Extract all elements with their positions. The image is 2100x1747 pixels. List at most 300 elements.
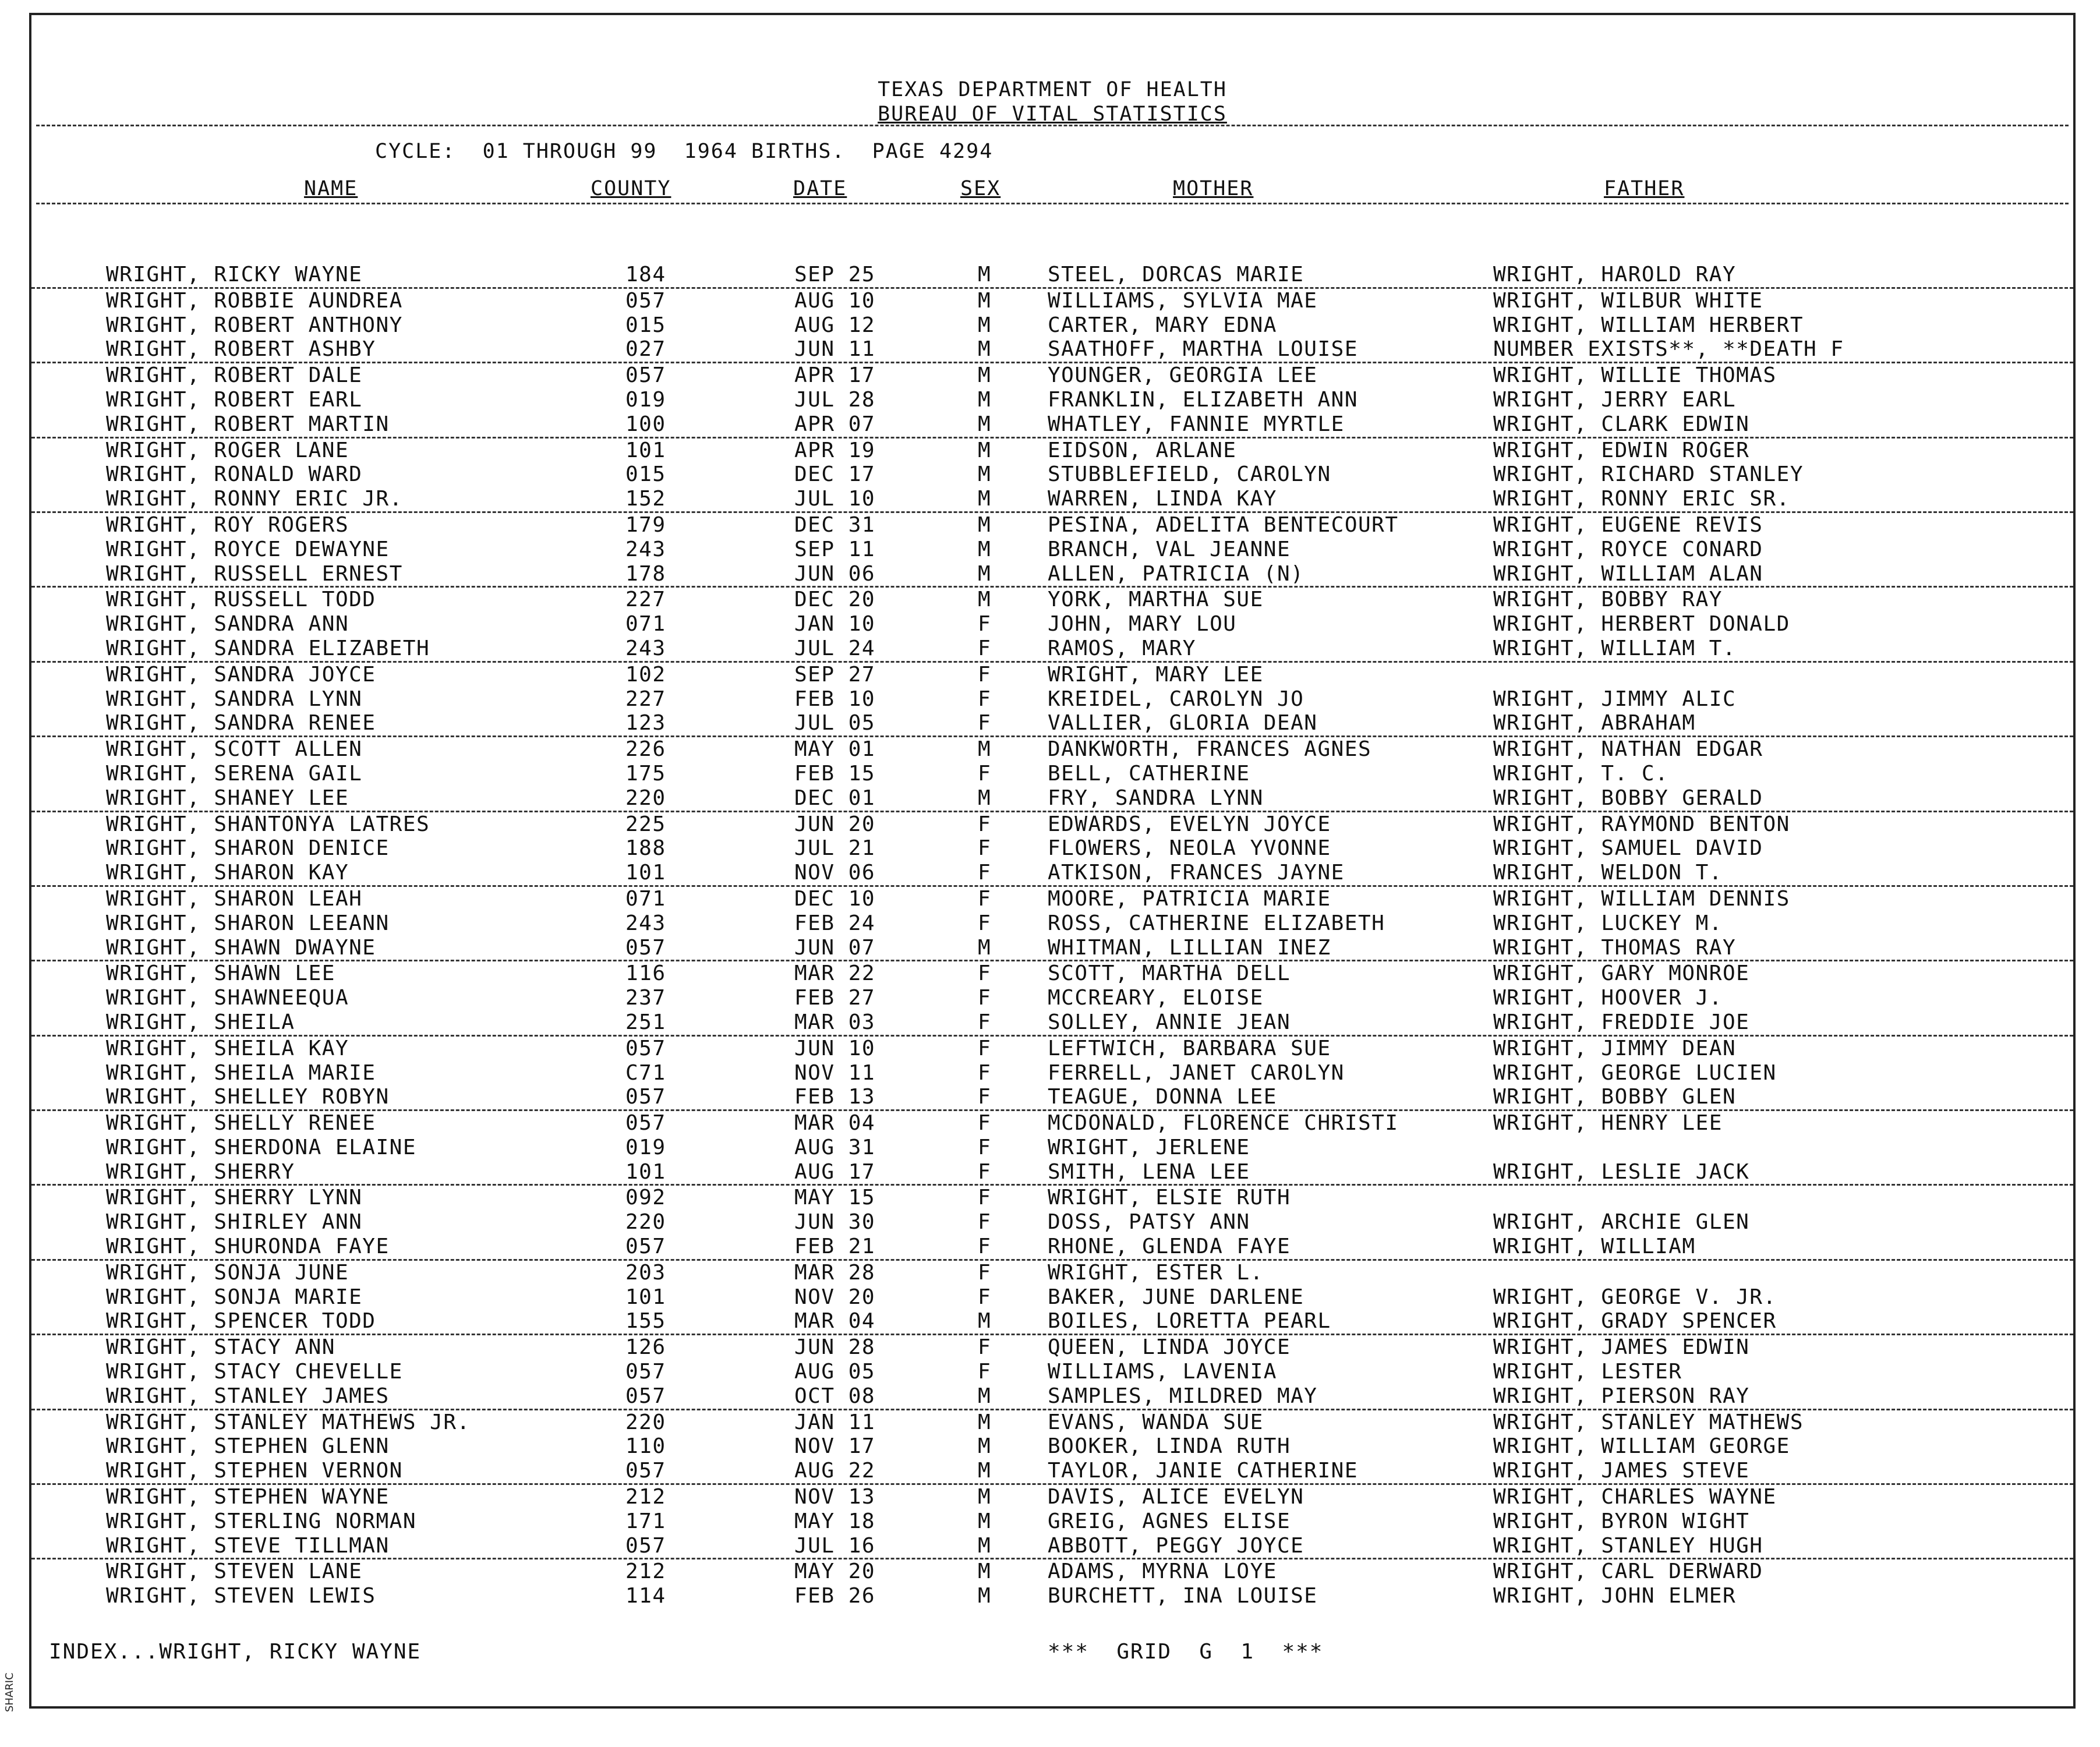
column-header-county: COUNTY [591, 177, 671, 200]
record-county: 152 [625, 487, 666, 511]
record-mother: TAYLOR, JANIE CATHERINE [1048, 1459, 1358, 1483]
record-sex: M [978, 288, 992, 313]
side-label: SHARIC [3, 1672, 16, 1712]
record-county: 057 [625, 1036, 666, 1060]
record-mother: ABBOTT, PEGGY JOYCE [1048, 1533, 1304, 1558]
table-row [31, 961, 2073, 986]
record-name: WRIGHT, SHARON LEAH [106, 886, 363, 911]
table-row [31, 836, 2073, 861]
record-county: 126 [625, 1335, 666, 1360]
record-county: 220 [625, 1210, 666, 1235]
record-name: WRIGHT, SERENA GAIL [106, 761, 363, 786]
record-father: WRIGHT, LESTER [1493, 1360, 1682, 1384]
column-header-rule [36, 203, 2069, 204]
record-mother: WHITMAN, LILLIAN INEZ [1048, 935, 1331, 960]
record-sex: M [978, 363, 992, 388]
record-sex: F [978, 1260, 992, 1285]
record-name: WRIGHT, RICKY WAYNE [106, 263, 363, 287]
record-county: 057 [625, 1235, 666, 1259]
record-sex: M [978, 1434, 992, 1459]
record-father: WRIGHT, RAYMOND BENTON [1493, 812, 1790, 836]
record-sex: F [978, 711, 992, 735]
record-sex: F [978, 687, 992, 711]
record-county: 220 [625, 786, 666, 810]
records-list [31, 263, 2073, 1608]
record-name: WRIGHT, SANDRA ANN [106, 612, 349, 636]
record-county: 015 [625, 313, 666, 337]
record-date: JUL 16 [794, 1533, 876, 1558]
record-county: 015 [625, 462, 666, 487]
record-mother: DAVIS, ALICE EVELYN [1048, 1485, 1304, 1509]
record-name: WRIGHT, ROBERT EARL [106, 387, 363, 412]
record-name: WRIGHT, STEVE TILLMAN [106, 1533, 390, 1558]
record-mother: FRY, SANDRA LYNN [1048, 786, 1264, 810]
record-mother: EVANS, WANDA SUE [1048, 1410, 1264, 1434]
record-name: WRIGHT, RONNY ERIC JR. [106, 487, 403, 511]
record-mother: YOUNGER, GEORGIA LEE [1048, 363, 1318, 388]
record-mother: ADAMS, MYRNA LOYE [1048, 1559, 1277, 1584]
table-row [31, 887, 2073, 911]
record-name: WRIGHT, SHAWN DWAYNE [106, 935, 376, 960]
record-name: WRIGHT, SHELLY RENEE [106, 1111, 376, 1136]
record-county: 101 [625, 438, 666, 462]
record-father: WRIGHT, GEORGE LUCIEN [1493, 1060, 1777, 1085]
table-row [31, 1360, 2073, 1384]
table-row [31, 289, 2073, 313]
record-county: C71 [625, 1060, 666, 1085]
record-mother: MCCREARY, ELOISE [1048, 986, 1264, 1010]
record-date: FEB 26 [794, 1584, 876, 1608]
record-father: WRIGHT, LESLIE JACK [1493, 1159, 1750, 1184]
table-row [31, 1485, 2073, 1509]
record-sex: M [978, 537, 992, 561]
record-sex: F [978, 812, 992, 836]
record-county: 116 [625, 961, 666, 986]
header-rule [36, 125, 2069, 126]
record-sex: F [978, 911, 992, 935]
record-name: WRIGHT, SHEILA KAY [106, 1036, 349, 1060]
table-row [31, 1459, 2073, 1485]
record-name: WRIGHT, RONALD WARD [106, 462, 363, 487]
record-father: WRIGHT, CHARLES WAYNE [1493, 1485, 1777, 1509]
column-header-mother: MOTHER [1173, 177, 1254, 200]
table-row [31, 1061, 2073, 1085]
record-father: WRIGHT, T. C. [1493, 761, 1669, 786]
record-father: WRIGHT, STANLEY HUGH [1493, 1533, 1763, 1558]
record-mother: FLOWERS, NEOLA YVONNE [1048, 836, 1331, 861]
record-sex: M [978, 263, 992, 287]
record-date: JUN 30 [794, 1210, 876, 1235]
record-name: WRIGHT, SHIRLEY ANN [106, 1210, 363, 1235]
record-mother: JOHN, MARY LOU [1048, 612, 1237, 636]
record-name: WRIGHT, ROBERT DALE [106, 363, 363, 388]
record-father: WRIGHT, PIERSON RAY [1493, 1384, 1750, 1408]
record-date: DEC 17 [794, 462, 876, 487]
record-sex: F [978, 612, 992, 636]
record-date: DEC 10 [794, 886, 876, 911]
record-father: WRIGHT, GRADY SPENCER [1493, 1309, 1777, 1334]
record-date: AUG 10 [794, 288, 876, 313]
record-date: FEB 24 [794, 911, 876, 935]
record-date: DEC 01 [794, 786, 876, 810]
table-row [31, 711, 2073, 737]
record-mother: SAATHOFF, MARTHA LOUISE [1048, 337, 1358, 362]
cycle-line: CYCLE: 01 THROUGH 99 1964 BIRTHS. PAGE 4294 [375, 140, 994, 163]
record-mother: MCDONALD, FLORENCE CHRISTI [1048, 1111, 1399, 1136]
record-name: WRIGHT, ROBERT MARTIN [106, 412, 390, 436]
record-sex: F [978, 836, 992, 861]
record-father: WRIGHT, CARL DERWARD [1493, 1559, 1763, 1584]
record-date: NOV 11 [794, 1060, 876, 1085]
record-county: 057 [625, 935, 666, 960]
record-date: DEC 31 [794, 512, 876, 537]
record-mother: EDWARDS, EVELYN JOYCE [1048, 812, 1331, 836]
record-date: OCT 08 [794, 1384, 876, 1408]
record-sex: F [978, 1210, 992, 1235]
record-father: WRIGHT, WILLIAM ALAN [1493, 561, 1763, 586]
record-mother: QUEEN, LINDA JOYCE [1048, 1335, 1291, 1360]
record-sex: M [978, 1410, 992, 1434]
record-county: 057 [625, 1085, 666, 1109]
record-county: 057 [625, 363, 666, 388]
record-mother: WRIGHT, ESTER L. [1048, 1260, 1264, 1285]
record-father: WRIGHT, RONNY ERIC SR. [1493, 487, 1790, 511]
record-sex: M [978, 412, 992, 436]
record-father: WRIGHT, HENRY LEE [1493, 1111, 1723, 1136]
record-mother: GREIG, AGNES ELISE [1048, 1509, 1291, 1533]
record-date: NOV 13 [794, 1485, 876, 1509]
record-mother: ALLEN, PATRICIA (N) [1048, 561, 1304, 586]
record-sex: F [978, 986, 992, 1010]
record-father: WRIGHT, GEORGE V. JR. [1493, 1285, 1777, 1309]
table-row [31, 762, 2073, 786]
record-date: MAR 28 [794, 1260, 876, 1285]
table-row [31, 1111, 2073, 1136]
record-father: WRIGHT, FREDDIE JOE [1493, 1010, 1750, 1034]
record-county: 226 [625, 737, 666, 762]
table-row [31, 562, 2073, 588]
record-county: 057 [625, 1459, 666, 1483]
record-county: 057 [625, 1384, 666, 1408]
record-mother: WRIGHT, MARY LEE [1048, 662, 1264, 687]
table-row [31, 636, 2073, 663]
record-mother: WILLIAMS, LAVENIA [1048, 1360, 1277, 1384]
record-mother: SOLLEY, ANNIE JEAN [1048, 1010, 1291, 1034]
record-name: WRIGHT, RUSSELL ERNEST [106, 561, 403, 586]
record-sex: M [978, 337, 992, 362]
table-row [31, 263, 2073, 289]
record-county: 179 [625, 512, 666, 537]
record-sex: F [978, 761, 992, 786]
record-county: 071 [625, 886, 666, 911]
record-county: 203 [625, 1260, 666, 1285]
record-father: WRIGHT, NATHAN EDGAR [1493, 737, 1763, 762]
record-county: 101 [625, 1285, 666, 1309]
record-mother: SCOTT, MARTHA DELL [1048, 961, 1291, 986]
record-mother: RAMOS, MARY [1048, 636, 1196, 660]
table-row [31, 412, 2073, 438]
record-county: 237 [625, 986, 666, 1010]
record-sex: M [978, 1485, 992, 1509]
record-sex: F [978, 1235, 992, 1259]
record-date: FEB 21 [794, 1235, 876, 1259]
record-name: WRIGHT, SHARON KAY [106, 861, 349, 885]
record-date: MAR 22 [794, 961, 876, 986]
record-county: 092 [625, 1186, 666, 1210]
index-label: INDEX...WRIGHT, RICKY WAYNE [49, 1640, 422, 1664]
record-name: WRIGHT, SHEILA MARIE [106, 1060, 376, 1085]
record-date: JUN 11 [794, 337, 876, 362]
record-county: 102 [625, 662, 666, 687]
record-sex: F [978, 861, 992, 885]
record-sex: M [978, 737, 992, 762]
record-sex: F [978, 1010, 992, 1034]
record-county: 100 [625, 412, 666, 436]
record-mother: FERRELL, JANET CAROLYN [1048, 1060, 1345, 1085]
record-county: 243 [625, 636, 666, 660]
table-row [31, 663, 2073, 687]
record-county: 225 [625, 812, 666, 836]
record-date: DEC 20 [794, 588, 876, 612]
record-date: FEB 15 [794, 761, 876, 786]
table-row [31, 487, 2073, 513]
record-date: SEP 25 [794, 263, 876, 287]
record-sex: M [978, 462, 992, 487]
record-name: WRIGHT, STEVEN LANE [106, 1559, 363, 1584]
record-sex: M [978, 438, 992, 462]
record-date: NOV 06 [794, 861, 876, 885]
record-father: WRIGHT, HERBERT DONALD [1493, 612, 1790, 636]
record-name: WRIGHT, SHARON LEEANN [106, 911, 390, 935]
record-sex: M [978, 1584, 992, 1608]
record-mother: DOSS, PATSY ANN [1048, 1210, 1250, 1235]
record-father: WRIGHT, WELDON T. [1493, 861, 1723, 885]
record-name: WRIGHT, STACY CHEVELLE [106, 1360, 403, 1384]
record-county: 212 [625, 1485, 666, 1509]
record-sex: F [978, 1285, 992, 1309]
record-sex: M [978, 1309, 992, 1334]
record-county: 243 [625, 537, 666, 561]
record-county: 057 [625, 288, 666, 313]
record-name: WRIGHT, SANDRA ELIZABETH [106, 636, 430, 660]
record-county: 101 [625, 1159, 666, 1184]
record-father: WRIGHT, GARY MONROE [1493, 961, 1750, 986]
record-sex: M [978, 786, 992, 810]
table-row [31, 462, 2073, 487]
record-mother: WARREN, LINDA KAY [1048, 487, 1277, 511]
record-sex: F [978, 636, 992, 660]
table-row [31, 1160, 2073, 1186]
record-county: 101 [625, 861, 666, 885]
record-name: WRIGHT, SHERDONA ELAINE [106, 1135, 416, 1159]
table-row [31, 537, 2073, 562]
record-date: MAR 04 [794, 1309, 876, 1334]
record-father: WRIGHT, BOBBY GERALD [1493, 786, 1763, 810]
record-name: WRIGHT, RUSSELL TODD [106, 588, 376, 612]
record-father: WRIGHT, JERRY EARL [1493, 387, 1737, 412]
record-date: MAY 15 [794, 1186, 876, 1210]
record-name: WRIGHT, SHERRY LYNN [106, 1186, 363, 1210]
table-row [31, 337, 2073, 363]
record-name: WRIGHT, SHELLEY ROBYN [106, 1085, 390, 1109]
record-county: 155 [625, 1309, 666, 1334]
record-father: WRIGHT, CLARK EDWIN [1493, 412, 1750, 436]
record-mother: VALLIER, GLORIA DEAN [1048, 711, 1318, 735]
record-county: 212 [625, 1559, 666, 1584]
record-father: WRIGHT, ROYCE CONARD [1493, 537, 1763, 561]
record-date: JUL 05 [794, 711, 876, 735]
record-mother: BAKER, JUNE DARLENE [1048, 1285, 1304, 1309]
record-county: 188 [625, 836, 666, 861]
record-name: WRIGHT, SHEILA [106, 1010, 295, 1034]
record-name: WRIGHT, STEVEN LEWIS [106, 1584, 376, 1608]
record-father: WRIGHT, JIMMY ALIC [1493, 687, 1737, 711]
table-row [31, 1186, 2073, 1210]
record-name: WRIGHT, STERLING NORMAN [106, 1509, 416, 1533]
record-county: 114 [625, 1584, 666, 1608]
record-mother: KREIDEL, CAROLYN JO [1048, 687, 1304, 711]
record-father: WRIGHT, WILLIAM HERBERT [1493, 313, 1804, 337]
record-sex: F [978, 1186, 992, 1210]
agency-title: TEXAS DEPARTMENT OF HEALTH [878, 78, 1227, 101]
record-date: JUN 06 [794, 561, 876, 586]
record-father: WRIGHT, WILLIAM DENNIS [1493, 886, 1790, 911]
record-date: JUL 24 [794, 636, 876, 660]
table-row [31, 1434, 2073, 1459]
table-row [31, 1010, 2073, 1037]
table-row [31, 911, 2073, 936]
record-mother: WHATLEY, FANNIE MYRTLE [1048, 412, 1345, 436]
record-date: JUN 20 [794, 812, 876, 836]
record-mother: MOORE, PATRICIA MARIE [1048, 886, 1331, 911]
record-father: WRIGHT, WILLIAM T. [1493, 636, 1737, 660]
record-date: AUG 12 [794, 313, 876, 337]
record-mother: BRANCH, VAL JEANNE [1048, 537, 1291, 561]
record-sex: F [978, 662, 992, 687]
record-date: SEP 27 [794, 662, 876, 687]
record-county: 057 [625, 1111, 666, 1136]
record-mother: BOILES, LORETTA PEARL [1048, 1309, 1331, 1334]
table-row [31, 1235, 2073, 1261]
bureau-title: BUREAU OF VITAL STATISTICS [878, 102, 1227, 126]
record-name: WRIGHT, STEPHEN GLENN [106, 1434, 390, 1459]
record-sex: M [978, 935, 992, 960]
record-mother: EIDSON, ARLANE [1048, 438, 1237, 462]
record-date: AUG 05 [794, 1360, 876, 1384]
record-mother: ROSS, CATHERINE ELIZABETH [1048, 911, 1385, 935]
record-sex: M [978, 487, 992, 511]
record-name: WRIGHT, SPENCER TODD [106, 1309, 376, 1334]
record-sex: F [978, 1159, 992, 1184]
record-mother: TEAGUE, DONNA LEE [1048, 1085, 1277, 1109]
record-date: AUG 17 [794, 1159, 876, 1184]
record-county: 019 [625, 1135, 666, 1159]
record-father: WRIGHT, SAMUEL DAVID [1493, 836, 1763, 861]
record-sex: M [978, 512, 992, 537]
record-name: WRIGHT, SHERRY [106, 1159, 295, 1184]
record-sex: F [978, 886, 992, 911]
record-date: APR 17 [794, 363, 876, 388]
record-mother: FRANKLIN, ELIZABETH ANN [1048, 387, 1358, 412]
column-header-father: FATHER [1604, 177, 1685, 200]
record-father: WRIGHT, JAMES EDWIN [1493, 1335, 1750, 1360]
record-name: WRIGHT, SHAWNEEQUA [106, 986, 349, 1010]
record-sex: M [978, 1559, 992, 1584]
table-row [31, 1584, 2073, 1608]
record-date: JUN 28 [794, 1335, 876, 1360]
record-father: WRIGHT, WILLIAM GEORGE [1493, 1434, 1790, 1459]
table-row [31, 612, 2073, 636]
table-row [31, 1037, 2073, 1061]
record-name: WRIGHT, SHANEY LEE [106, 786, 349, 810]
record-father: WRIGHT, THOMAS RAY [1493, 935, 1737, 960]
record-name: WRIGHT, SANDRA LYNN [106, 687, 363, 711]
table-row [31, 513, 2073, 537]
record-name: WRIGHT, SHURONDA FAYE [106, 1235, 390, 1259]
record-father: WRIGHT, ARCHIE GLEN [1493, 1210, 1750, 1235]
record-mother: ATKISON, FRANCES JAYNE [1048, 861, 1345, 885]
record-date: MAR 03 [794, 1010, 876, 1034]
record-date: JUL 28 [794, 387, 876, 412]
table-row [31, 1534, 2073, 1560]
record-county: 027 [625, 337, 666, 362]
table-row [31, 363, 2073, 388]
record-sex: F [978, 1085, 992, 1109]
table-row [31, 786, 2073, 812]
record-sex: F [978, 1135, 992, 1159]
record-county: 175 [625, 761, 666, 786]
record-name: WRIGHT, ROBERT ASHBY [106, 337, 376, 362]
table-row [31, 1285, 2073, 1310]
record-father: WRIGHT, BOBBY RAY [1493, 588, 1723, 612]
table-row [31, 986, 2073, 1010]
record-name: WRIGHT, SANDRA RENEE [106, 711, 376, 735]
record-mother: STEEL, DORCAS MARIE [1048, 263, 1304, 287]
record-county: 243 [625, 911, 666, 935]
record-county: 057 [625, 1533, 666, 1558]
record-county: 178 [625, 561, 666, 586]
table-row [31, 1559, 2073, 1584]
table-row [31, 1384, 2073, 1410]
record-mother: LEFTWICH, BARBARA SUE [1048, 1036, 1331, 1060]
table-row [31, 861, 2073, 887]
record-name: WRIGHT, ROBERT ANTHONY [106, 313, 403, 337]
document-frame [29, 13, 2076, 1709]
record-date: AUG 31 [794, 1135, 876, 1159]
record-mother: BELL, CATHERINE [1048, 761, 1250, 786]
record-date: JUL 21 [794, 836, 876, 861]
grid-label: *** GRID G 1 *** [1048, 1640, 1324, 1664]
record-mother: YORK, MARTHA SUE [1048, 588, 1264, 612]
record-date: FEB 13 [794, 1085, 876, 1109]
record-county: 227 [625, 687, 666, 711]
record-county: 071 [625, 612, 666, 636]
table-row [31, 313, 2073, 338]
table-row [31, 687, 2073, 712]
table-row [31, 1309, 2073, 1335]
record-sex: F [978, 1060, 992, 1085]
record-mother: CARTER, MARY EDNA [1048, 313, 1277, 337]
record-date: FEB 10 [794, 687, 876, 711]
table-row [31, 812, 2073, 837]
record-date: APR 07 [794, 412, 876, 436]
table-row [31, 737, 2073, 762]
record-date: FEB 27 [794, 986, 876, 1010]
record-father: WRIGHT, WILBUR WHITE [1493, 288, 1763, 313]
record-name: WRIGHT, STANLEY JAMES [106, 1384, 390, 1408]
record-date: NOV 20 [794, 1285, 876, 1309]
table-row [31, 438, 2073, 463]
